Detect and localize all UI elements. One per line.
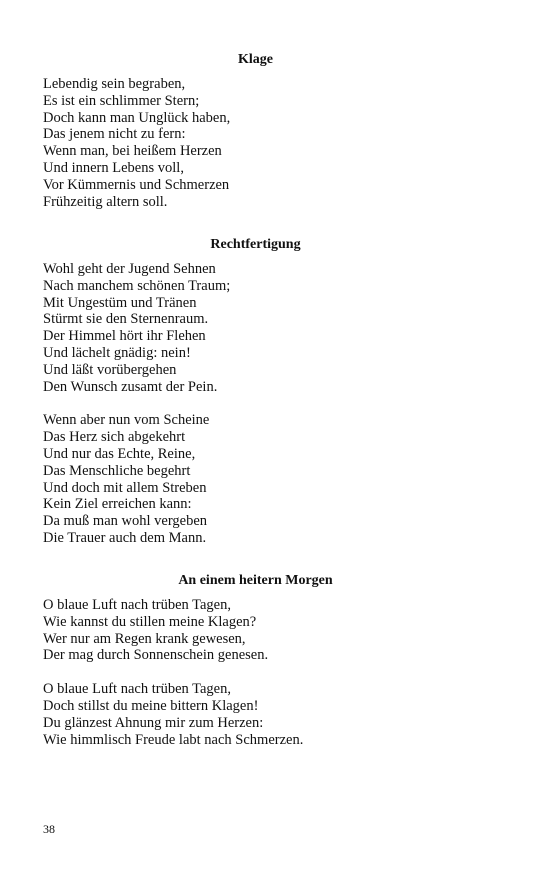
verse-line: Wie kannst du stillen meine Klagen? <box>43 613 257 630</box>
verse-line: Da muß man wohl vergeben <box>43 513 208 530</box>
verse-line: Und lächelt gnädig: nein! <box>43 344 191 361</box>
verse-line: Kein Ziel erreichen kann: <box>43 496 192 513</box>
verse-line: Das jenem nicht zu fern: <box>43 126 186 143</box>
stanza <box>43 681 468 748</box>
verse-line: Wenn aber nun vom Scheine <box>43 412 210 429</box>
verse-line: Wie himmlisch Freude labt nach Schmerzen. <box>43 731 304 748</box>
verse-line: Es ist ein schlimmer Stern; <box>43 92 200 109</box>
verse-line: Und doch mit allem Streben <box>43 479 207 496</box>
verse-line: Mit Ungestüm und Tränen <box>43 294 197 311</box>
poem-rechtfertigung <box>43 236 468 547</box>
verse-line: Der Himmel hört ihr Flehen <box>43 328 206 345</box>
verse-line: Stürmt sie den Sternenraum. <box>43 311 209 328</box>
verse-line: Wer nur am Regen krank gewesen, <box>43 630 246 647</box>
stanza <box>43 76 468 210</box>
verse-line: Den Wunsch zusamt der Pein. <box>43 378 218 395</box>
verse-line: Das Herz sich abgekehrt <box>43 429 186 446</box>
verse-line: Vor Kümmernis und Schmerzen <box>43 176 230 193</box>
verse-line: Du glänzest Ahnung mir zum Herzen: <box>43 714 264 731</box>
verse-line: Wenn man, bei heißem Herzen <box>43 143 222 160</box>
verse-line: Nach manchem schönen Traum; <box>43 277 231 294</box>
verse-line: Und läßt vorübergehen <box>43 361 177 378</box>
verse-line: Lebendig sein begraben, <box>43 76 186 92</box>
stanza <box>43 261 468 395</box>
verse-line: Doch stillst du meine bittern Klagen! <box>43 697 259 714</box>
verse-line: Das Menschliche begehrt <box>43 462 191 479</box>
verse-line: Frühzeitig altern soll. <box>43 193 168 210</box>
verse-line: Die Trauer auch dem Mann. <box>43 529 207 546</box>
verse-line: Wohl geht der Jugend Sehnen <box>43 261 216 277</box>
poem-title: Rechtfertigung <box>210 237 301 252</box>
poem-an-einem-heitern-morgen <box>43 572 468 748</box>
verse-line: Der mag durch Sonnenschein genesen. <box>43 647 269 664</box>
verse-line: O blaue Luft nach trüben Tagen, <box>43 597 231 613</box>
verse-line: O blaue Luft nach trüben Tagen, <box>43 681 231 698</box>
page-number: 38 <box>43 822 55 836</box>
poem-title: Klage <box>238 52 273 67</box>
stanza <box>43 412 468 546</box>
poem-klage <box>43 51 468 210</box>
verse-line: Und nur das Echte, Reine, <box>43 445 196 462</box>
verse-line: Und innern Lebens voll, <box>43 159 184 176</box>
verse-line: Doch kann man Unglück haben, <box>43 109 231 126</box>
poem-title: An einem heitern Morgen <box>178 573 333 588</box>
stanza <box>43 597 468 664</box>
